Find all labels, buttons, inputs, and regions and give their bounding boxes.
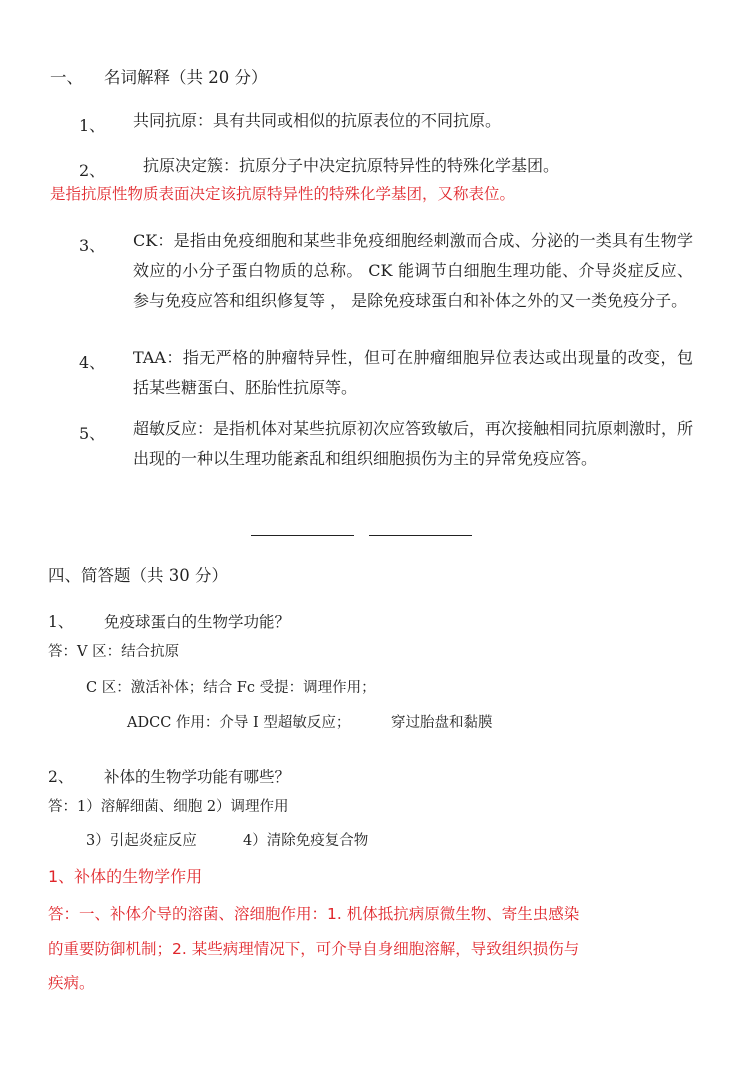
section1-heading: 名词解释（共 20 分） [104,68,268,87]
separator-line [251,535,354,536]
item-number: 3、 [79,236,106,255]
answer-line: 答：1）溶解细菌、细胞 2）调理作用 [48,799,289,815]
section4-heading: 四、简答题（共 30 分） [48,566,228,585]
item-number: 2、 [79,161,106,180]
separator-line [369,535,472,536]
red-answer-line: 答：一、补体介导的溶菌、溶细胞作用：1. 机体抵抗病原微生物、寄生虫感染 [48,905,580,923]
answer-line: 穿过胎盘和黏膜 [391,715,493,731]
item-text: 共同抗原：具有共同或相似的抗原表位的不同抗原。 [133,111,502,130]
question-number: 1、 [48,613,74,631]
question-number: 2、 [48,768,74,786]
item-number: 1、 [79,116,106,135]
answer-line: C 区：激活补体；结合 Fc 受提：调理作用； [86,680,376,696]
question-text: 补体的生物学功能有哪些？ [104,768,291,786]
answer-line: ADCC 作用：介导 I 型超敏反应； [127,715,351,731]
question-text: 免疫球蛋白的生物学功能？ [104,613,291,631]
answer-line: 3）引起炎症反应 [86,833,197,849]
item-number: 4、 [79,353,106,372]
answer-line: 答：V 区：结合抗原 [48,644,180,660]
item-text: TAA：指无严格的肿瘤特异性，但可在肿瘤细胞异位表达或出现量的改变，包括某些糖蛋白、胚胎性抗原等。 [133,348,693,397]
item-text: 抗原决定簇：抗原分子中决定抗原特异性的特殊化学基团。 [143,156,560,175]
item-text: 超敏反应：是指机体对某些抗原初次应答致敏后，再次接触相同抗原刺激时，所出现的一种以生理功能紊乱和组织细胞损伤为主的异常免疫应答。 [133,419,694,468]
item-number: 5、 [79,424,106,443]
section1-heading-number: 一、 [50,68,83,87]
item-text: CK：是指由免疫细胞和某些非免疫细胞经刺激而合成、分泌的一类具有生物学效应的小分子蛋白物质的总称。 CK 能调节白细胞生理功能、介导炎症反应、参与免疫应答和组织修复等 ， 是除免疫球蛋白和补体之外的又一类免疫分子。 [133,231,693,310]
answer-line: 4）清除免疫复合物 [243,833,369,849]
red-annotation: 是指抗原性物质表面决定该抗原特异性的特殊化学基团，又称表位。 [50,185,516,203]
red-answer-line: 的重要防御机制；2. 某些病理情况下，可介导自身细胞溶解，导致组织损伤与 [48,940,580,958]
red-answer-line: 疾病。 [48,974,95,992]
red-section-title: 1、补体的生物学作用 [48,867,203,886]
